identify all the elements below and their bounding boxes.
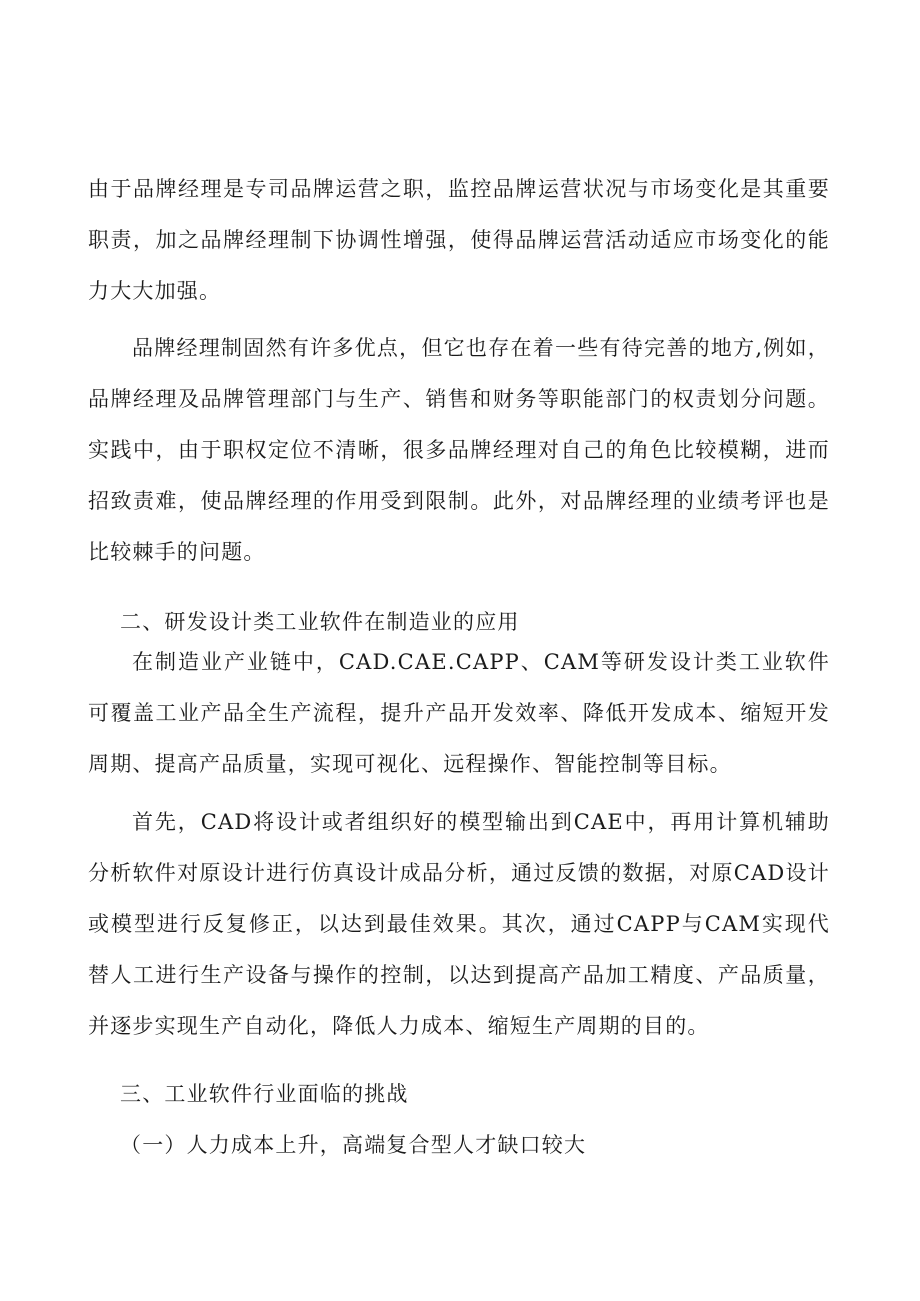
subsection-heading: （一）人力成本上升，高端复合型人才缺口较大 [120, 1133, 587, 1157]
section-heading: 三、工业软件行业面临的挑战 [120, 1082, 409, 1106]
body-paragraph: 首先，CAD将设计或者组织好的模型输出到CAE中，再用计算机辅助分析软件对原设计进行仿真设计成品分析，通过反馈的数据，对原CAD设计或模型进行反复修正，以达到最佳效果。其次，通过CAPP与CAM实现代替人工进行生产设备与操作的控制，以达到提高产品加工精度、产品质量，并逐步实现生产自动化，降低人力成本、缩短生产周期的目的。 [88, 810, 830, 1038]
section-heading: 二、研发设计类工业软件在制造业的应用 [120, 610, 520, 634]
body-paragraph: 品牌经理制固然有许多优点，但它也存在着一些有待完善的地方,例如，品牌经理及品牌管理部门与生产、销售和财务等职能部门的权责划分问题。实践中，由于职权定位不清晰，很多品牌经理对自己的角色比较模糊，进而招致责难，使品牌经理的作用受到限制。此外，对品牌经理的业绩考评也是比较棘手的问题。 [88, 336, 830, 564]
body-paragraph: 在制造业产业链中，CAD.CAE.CAPP、CAM等研发设计类工业软件可覆盖工业产品全生产流程，提升产品开发效率、降低开发成本、缩短开发周期、提高产品质量，实现可视化、远程操作、智能控制等目标。 [88, 650, 830, 776]
body-paragraph: 由于品牌经理是专司品牌运营之职，监控品牌运营状况与市场变化是其重要职责，加之品牌经理制下协调性增强，使得品牌运营活动适应市场变化的能力大大加强。 [88, 177, 830, 303]
